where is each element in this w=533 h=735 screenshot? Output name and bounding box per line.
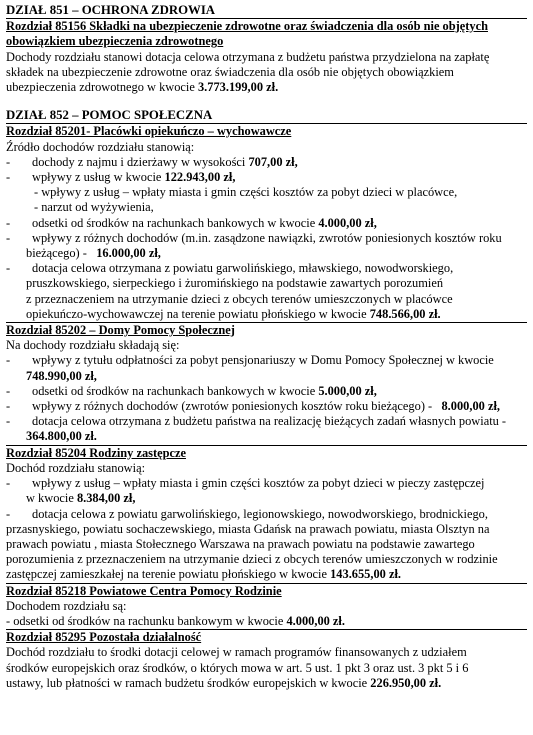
chapter-intro: Dochód rozdziału stanowią: bbox=[6, 460, 146, 475]
list-item-cont: przasnyskiego, powiatu sochaczewskiego, miasta Gdańsk na prawach powiatu, miasta Olsztyn na bbox=[6, 521, 490, 536]
amount: 16.000,00 zł, bbox=[96, 246, 161, 261]
bullet-dash: - bbox=[6, 261, 11, 276]
paragraph-line: środków europejskich oraz środków, o których mowa w art. 5 ust. 1 pkt 3 oraz ust. 3 pkt 5 i 6 bbox=[6, 660, 469, 675]
paragraph-text: ubezpieczenia zdrowotnego w kwocie bbox=[6, 80, 195, 95]
amount: 8.000,00 zł, bbox=[441, 399, 500, 414]
section-851-title: DZIAŁ 851 – OCHRONA ZDROWIA bbox=[6, 3, 216, 17]
amount: 8.384,00 zł, bbox=[76, 491, 136, 506]
paragraph-line: składek na ubezpieczenie zdrowotne oraz świadczenia dla osób nie objętych obowiązkiem bbox=[6, 64, 454, 79]
chapter-85295-heading: Rozdział 85295 Pozostała działalność bbox=[6, 630, 202, 645]
list-item-cont: zastępczej zamieszkałej na terenie powiatu płońskiego w kwocie bbox=[6, 567, 327, 582]
list-item: odsetki od środków na rachunkach bankowych w kwocie bbox=[32, 215, 316, 230]
list-item: dochody z najmu i dzierżawy w wysokości bbox=[32, 154, 246, 169]
section-852-title: DZIAŁ 852 – POMOC SPOŁECZNA bbox=[6, 108, 213, 123]
list-item-cont: opiekuńczo-wychowawczej na terenie powiatu płońskiego w kwocie bbox=[26, 306, 367, 321]
list-item: wpływy z różnych dochodów (m.in. zasądzone nawiązki, zwrotów poniesionych kosztów roku bbox=[32, 230, 502, 245]
list-item-cont: prawach powiatu , miasta Stołecznego Warszawa na prawach powiatu na podstawie zawartego bbox=[6, 536, 475, 551]
list-item: odsetki od środków na rachunkach bankowych w kwocie bbox=[32, 383, 316, 398]
bullet-dash: - bbox=[6, 215, 11, 230]
chapter-85202-heading: Rozdział 85202 – Domy Pomocy Społecznej bbox=[6, 323, 235, 338]
chapter-intro: Źródło dochodów rozdziału stanowią: bbox=[6, 139, 195, 154]
list-item: wpływy z różnych dochodów (zwrotów poniesionych kosztów roku bieżącego) - bbox=[32, 399, 433, 414]
list-item: wpływy z usług w kwocie bbox=[32, 170, 162, 185]
amount: 748.566,00 zł. bbox=[369, 306, 441, 321]
bullet-dash: - bbox=[6, 230, 11, 245]
paragraph-line: Dochód rozdziału to środki dotacji celowej w ramach programów finansowanych z udziałem bbox=[6, 645, 467, 660]
section-851 bbox=[6, 3, 527, 95]
list-item-cont: z przeznaczeniem na utrzymanie dzieci z obcych terenów umieszczonych w placówce bbox=[26, 291, 453, 306]
bullet-dash: - bbox=[6, 476, 11, 491]
bullet-dash: - bbox=[6, 414, 11, 429]
bullet-dash: - bbox=[6, 506, 11, 521]
list-item: dotacja celowa otrzymana z budżetu państwa na realizację bieżących zadań własnych powiatu - bbox=[32, 414, 507, 429]
bullet-dash: - bbox=[6, 383, 11, 398]
chapter-intro: Dochodem rozdziału są: bbox=[6, 598, 127, 613]
amount: 4.000,00 zł. bbox=[286, 613, 345, 628]
list-item-cont: pruszkowskiego, sierpeckiego i żuromińskiego na podstawie zawartych porozumień bbox=[26, 276, 444, 291]
chapter-intro: Na dochody rozdziału składają się: bbox=[6, 338, 180, 353]
amount: 748.990,00 zł, bbox=[26, 368, 97, 383]
list-item: dotacja celowa otrzymana z powiatu garwolińskiego, mławskiego, nowodworskiego, bbox=[32, 261, 454, 276]
chapter-85218-heading: Rozdział 85218 Powiatowe Centra Pomocy Rodzinie bbox=[6, 583, 282, 598]
amount: 143.655,00 zł. bbox=[330, 567, 402, 582]
bullet-dash: - bbox=[6, 170, 11, 185]
list-item: wpływy z usług – wpłaty miasta i gmin części kosztów za pobyt dzieci w pieczy zastępczej bbox=[32, 476, 485, 491]
chapter-85156-heading-line2: obowiązkiem ubezpieczenia zdrowotnego bbox=[6, 34, 224, 49]
bullet-dash: - bbox=[6, 154, 11, 169]
bullet-dash: - bbox=[6, 399, 11, 414]
bullet-dash: - bbox=[6, 353, 11, 368]
paragraph-text: ustawy, lub płatności w ramach budżetu środków europejskich w kwocie bbox=[6, 675, 368, 690]
list-subitem: - narzut od wyżywienia, bbox=[34, 200, 154, 215]
chapter-85204-heading: Rozdział 85204 Rodziny zastępcze bbox=[6, 445, 186, 460]
list-item-cont: w kwocie bbox=[26, 491, 74, 506]
amount: 122.943,00 zł, bbox=[164, 170, 236, 185]
amount: 364.800,00 zł. bbox=[26, 429, 97, 444]
list-item: wpływy z tytułu odpłatności za pobyt pensjonariuszy w Domu Pomocy Społecznej w kwocie bbox=[32, 353, 494, 368]
amount: 5.000,00 zł, bbox=[318, 383, 377, 398]
amount: 707,00 zł, bbox=[248, 154, 298, 169]
list-item-cont: bieżącego) - bbox=[26, 246, 87, 261]
chapter-85201-heading: Rozdział 85201- Placówki opiekuńczo – wychowawcze bbox=[6, 124, 292, 139]
paragraph-line bbox=[6, 80, 527, 95]
list-item: - odsetki od środków na rachunku bankowym w kwocie bbox=[6, 613, 284, 628]
list-subitem: - wpływy z usług – wpłaty miasta i gmin części kosztów za pobyt dzieci w placówce, bbox=[34, 185, 458, 200]
list-item: dotacja celowa z powiatu garwolińskiego, legionowskiego, nowodworskiego, brodnickiego, bbox=[32, 506, 488, 521]
list-item-cont: porozumienia z przeznaczeniem na utrzymanie dzieci z obcych terenów umieszczonych w rodzinie bbox=[6, 552, 498, 567]
paragraph-line: Dochody rozdziału stanowi dotacja celowa otrzymana z budżetu państwa przydzielona na zapłatę bbox=[6, 49, 490, 64]
chapter-85156-heading-line1: Rozdział 85156 Składki na ubezpieczenie zdrowotne oraz świadczenia dla osób nie objętych bbox=[6, 19, 488, 34]
amount: 3.773.199,00 zł. bbox=[197, 80, 279, 95]
amount: 226.950,00 zł. bbox=[370, 675, 442, 690]
section-852 bbox=[6, 108, 527, 691]
amount: 4.000,00 zł, bbox=[318, 215, 377, 230]
